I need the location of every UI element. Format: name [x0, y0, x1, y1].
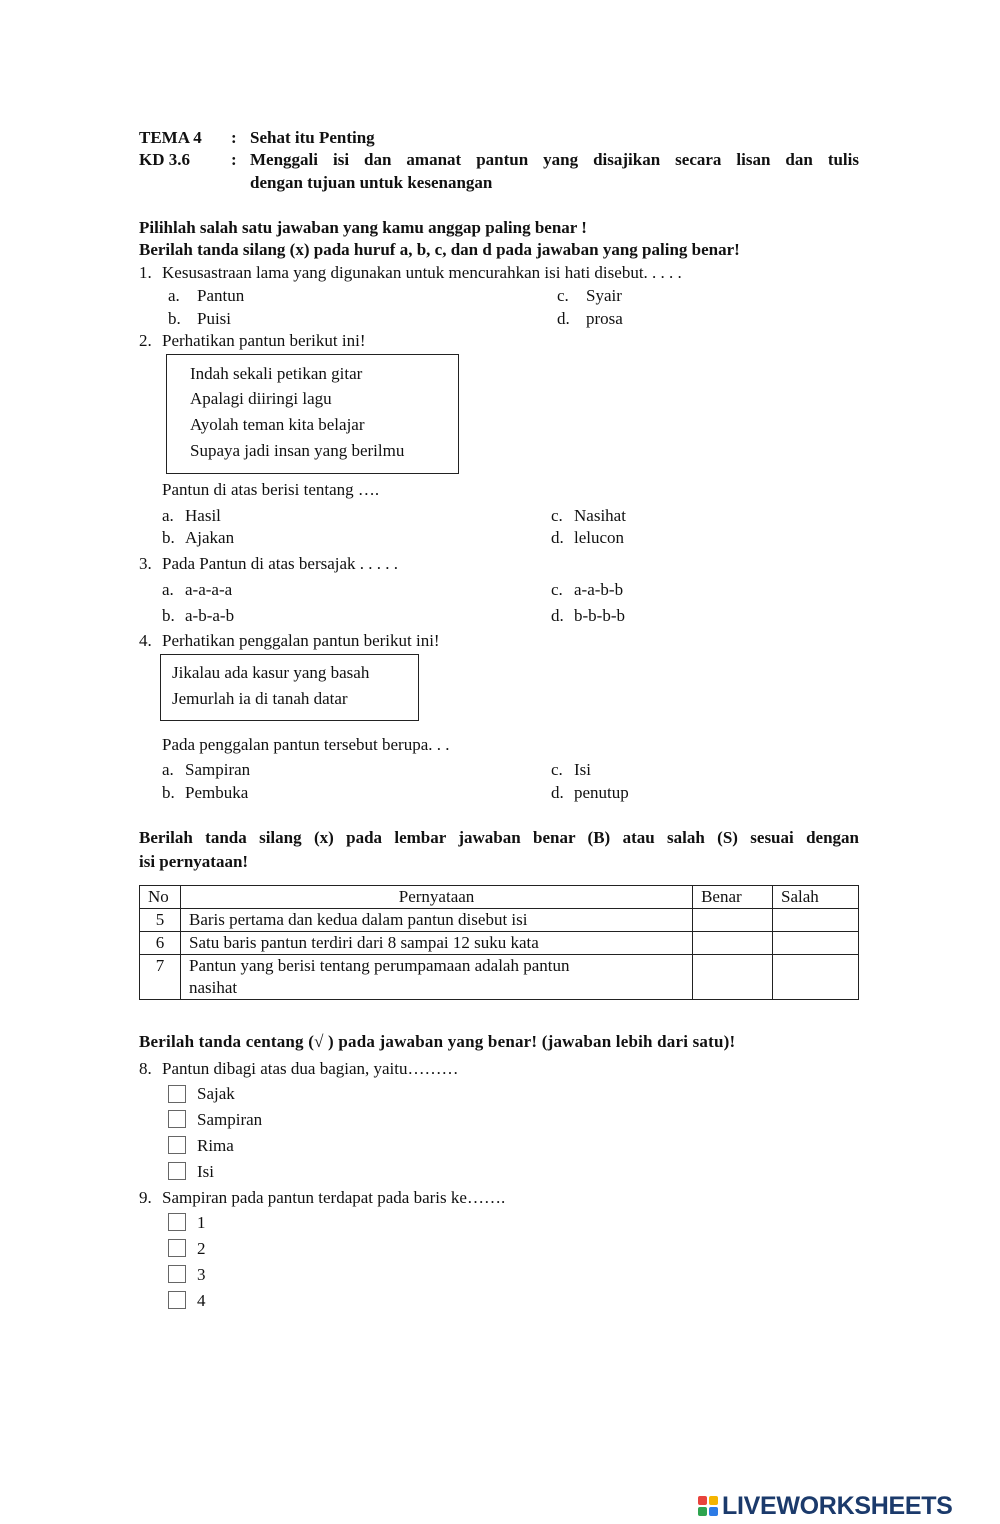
q3-option-b[interactable]: a-b-a-b [185, 606, 235, 625]
q8-option-label: Isi [197, 1162, 214, 1181]
q2-c-letter: c. [551, 506, 563, 525]
q4-a-letter: a. [162, 760, 174, 779]
q2-option-a[interactable]: Hasil [185, 506, 221, 525]
header-true: Benar [693, 886, 773, 909]
row-statement-line1: Pantun yang berisi tentang perumpamaan adalah pantun [188, 956, 570, 976]
q8-text: Pantun dibagi atas dua bagian, yaitu……… [162, 1059, 459, 1078]
liveworksheets-logo [698, 1491, 953, 1521]
q2-d-letter: d. [551, 528, 564, 547]
q8-option-label: Rima [197, 1136, 234, 1155]
q1-option-a[interactable]: Pantun [197, 286, 245, 305]
section3-instruction: Berilah tanda centang (√ ) pada jawaban yang benar! (jawaban lebih dari satu)! [139, 1032, 736, 1051]
q1-option-c[interactable]: Syair [586, 286, 622, 305]
q2-poem-line: Apalagi diiringi lagu [190, 389, 332, 408]
table-row [140, 932, 859, 955]
row-number: 5 [140, 909, 181, 932]
q2-option-b[interactable]: Ajakan [185, 528, 235, 547]
q4-poem-line: Jemurlah ia di tanah datar [172, 689, 348, 708]
q1-d-letter: d. [557, 309, 570, 328]
q9-checkbox[interactable] [168, 1265, 186, 1283]
false-answer-cell[interactable] [773, 932, 859, 955]
table-row [140, 955, 859, 1000]
tema-value: Sehat itu Penting [250, 128, 375, 147]
q9-checkbox[interactable] [168, 1291, 186, 1309]
q4-option-a[interactable]: Sampiran [185, 760, 251, 779]
section2-instruction-line2: isi pernyataan! [139, 852, 249, 871]
q4-question: Pada penggalan pantun tersebut berupa. . . [162, 735, 450, 754]
header-no: No [140, 886, 181, 909]
q2-option-d[interactable]: lelucon [574, 528, 625, 547]
q4-text: Perhatikan penggalan pantun berikut ini! [162, 631, 440, 650]
q1-number: 1. [139, 263, 152, 282]
section1-instruction2: Berilah tanda silang (x) pada huruf a, b, c, dan d pada jawaban yang paling benar! [139, 240, 740, 259]
q8-option-label: Sampiran [197, 1110, 263, 1129]
q9-option-label: 4 [197, 1291, 206, 1310]
q4-option-d[interactable]: penutup [574, 783, 629, 802]
q9-text: Sampiran pada pantun terdapat pada baris ke……. [162, 1188, 506, 1207]
false-answer-cell[interactable] [773, 955, 859, 1000]
q2-poem-line: Ayolah teman kita belajar [190, 415, 365, 434]
q2-a-letter: a. [162, 506, 174, 525]
q9-checkbox[interactable] [168, 1239, 186, 1257]
q1-c-letter: c. [557, 286, 569, 305]
q3-b-letter: b. [162, 606, 175, 625]
q8-checkbox[interactable] [168, 1136, 186, 1154]
q3-option-a[interactable]: a-a-a-a [185, 580, 233, 599]
header-false: Salah [773, 886, 859, 909]
q3-d-letter: d. [551, 606, 564, 625]
row-statement: Satu baris pantun terdiri dari 8 sampai 12 suku kata [180, 932, 692, 955]
kd-value-line1: Menggali isi dan amanat pantun yang disajikan secara lisan dan tulis [250, 150, 859, 169]
q9-checkbox[interactable] [168, 1213, 186, 1231]
q8-checkbox[interactable] [168, 1110, 186, 1128]
q4-poem-line: Jikalau ada kasur yang basah [172, 663, 370, 682]
true-answer-cell[interactable] [693, 909, 773, 932]
logo-text: LIVEWORKSHEETS [722, 1491, 953, 1520]
logo-icon [698, 1496, 718, 1516]
q1-b-letter: b. [168, 309, 181, 328]
kd-colon: : [231, 150, 237, 169]
q3-a-letter: a. [162, 580, 174, 599]
q2-question: Pantun di atas berisi tentang …. [162, 480, 380, 499]
tema-label: TEMA 4 [139, 128, 202, 147]
q2-poem-line: Indah sekali petikan gitar [190, 364, 363, 383]
q4-d-letter: d. [551, 783, 564, 802]
q2-option-c[interactable]: Nasihat [574, 506, 626, 525]
q9-option-label: 1 [197, 1213, 206, 1232]
section2-instruction-line1: Berilah tanda silang (x) pada lembar jawaban benar (B) atau salah (S) sesuai dengan [139, 828, 859, 847]
q9-option-label: 2 [197, 1239, 206, 1258]
q9-number: 9. [139, 1188, 152, 1207]
row-number: 6 [140, 932, 181, 955]
row-statement-line2: nasihat [188, 978, 238, 998]
q1-option-b[interactable]: Puisi [197, 309, 232, 328]
q8-checkbox[interactable] [168, 1162, 186, 1180]
true-answer-cell[interactable] [693, 955, 773, 1000]
q2-text: Perhatikan pantun berikut ini! [162, 331, 366, 350]
false-answer-cell[interactable] [773, 909, 859, 932]
q2-b-letter: b. [162, 528, 175, 547]
q1-text: Kesusastraan lama yang digunakan untuk mencurahkan isi hati disebut. . . . . [162, 263, 682, 282]
q3-option-c[interactable]: a-a-b-b [574, 580, 624, 599]
q8-checkbox[interactable] [168, 1085, 186, 1103]
q3-number: 3. [139, 554, 152, 573]
q3-text: Pada Pantun di atas bersajak . . . . . [162, 554, 399, 573]
q9-option-label: 3 [197, 1265, 206, 1284]
true-answer-cell[interactable] [693, 932, 773, 955]
q3-c-letter: c. [551, 580, 563, 599]
q4-c-letter: c. [551, 760, 563, 779]
true-false-table [139, 885, 859, 1000]
kd-label: KD 3.6 [139, 150, 190, 169]
q8-number: 8. [139, 1059, 152, 1078]
table-row [140, 909, 859, 932]
kd-value-line2: dengan tujuan untuk kesenangan [250, 173, 493, 192]
q1-a-letter: a. [168, 286, 180, 305]
q4-b-letter: b. [162, 783, 175, 802]
q3-option-d[interactable]: b-b-b-b [574, 606, 625, 625]
tema-colon: : [231, 128, 237, 147]
q4-option-b[interactable]: Pembuka [185, 783, 249, 802]
q2-poem-line: Supaya jadi insan yang berilmu [190, 441, 405, 460]
q8-option-label: Sajak [197, 1084, 235, 1103]
row-statement: Baris pertama dan kedua dalam pantun disebut isi [180, 909, 692, 932]
table-header-row [140, 886, 859, 909]
q4-number: 4. [139, 631, 152, 650]
q4-option-c[interactable]: Isi [574, 760, 591, 779]
header-statement: Pernyataan [180, 886, 692, 909]
row-number: 7 [140, 955, 181, 1000]
section1-instruction1: Pilihlah salah satu jawaban yang kamu anggap paling benar ! [139, 218, 587, 237]
row-statement [180, 955, 692, 1000]
q2-number: 2. [139, 331, 152, 350]
q1-option-d[interactable]: prosa [586, 309, 623, 328]
